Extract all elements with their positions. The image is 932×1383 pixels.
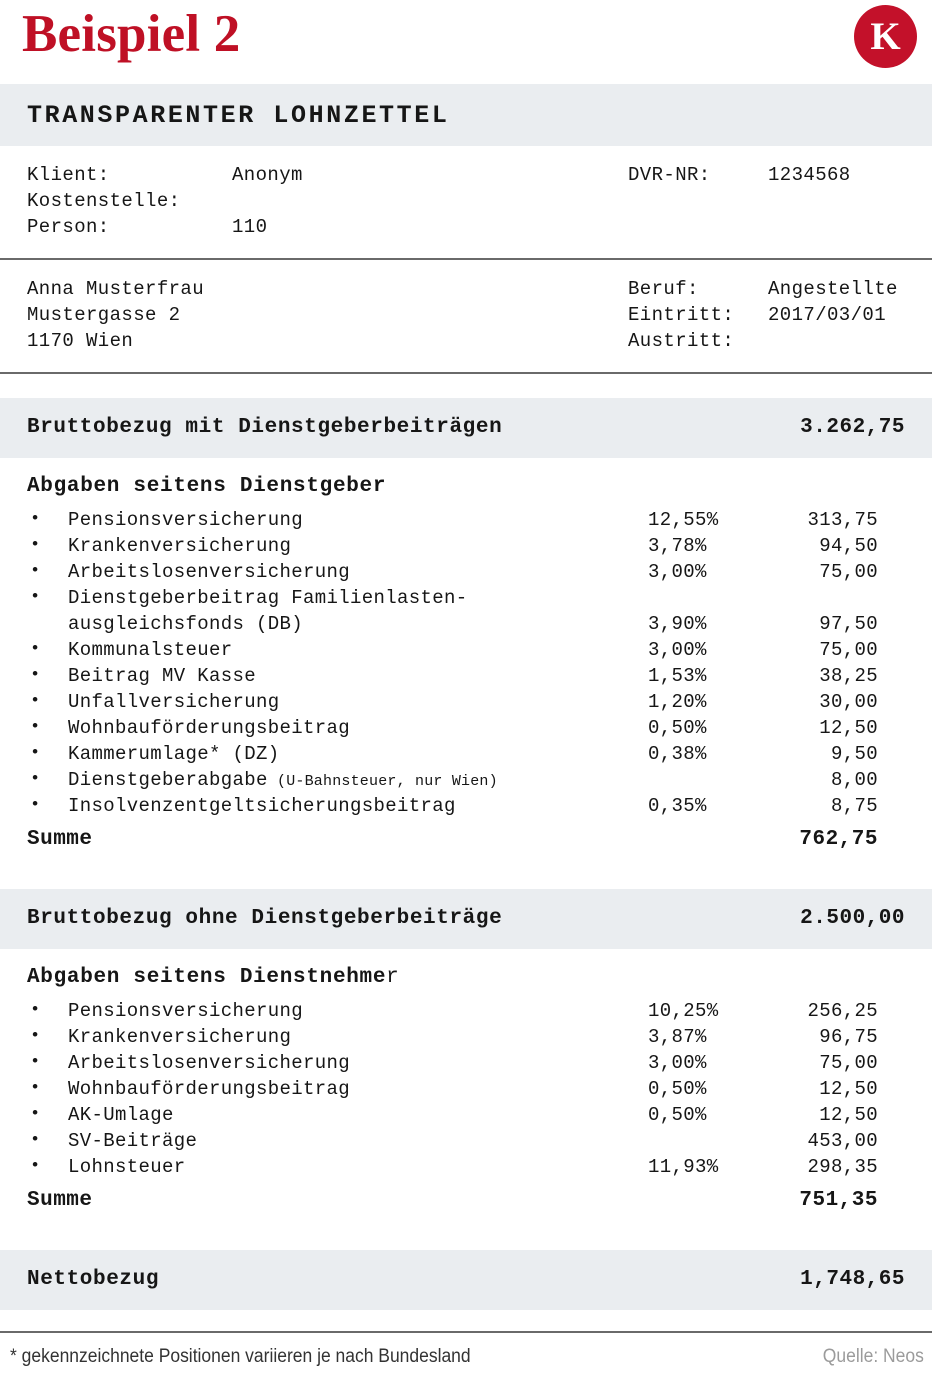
spacer xyxy=(0,374,932,398)
list-item xyxy=(0,1128,905,1154)
item-label-note: (U-Bahnsteuer, nur Wien) xyxy=(267,773,498,790)
item-amount: 94,50 xyxy=(819,535,878,557)
item-label xyxy=(68,767,498,795)
item-label: Krankenversicherung xyxy=(68,1026,292,1048)
employer-sum-label: Summe xyxy=(27,828,93,851)
item-amount: 313,75 xyxy=(807,509,878,531)
item-percent: 0,50% xyxy=(648,1078,707,1100)
item-label xyxy=(68,585,468,637)
gross-without-employer-value: 2.500,00 xyxy=(800,907,905,930)
spacer xyxy=(0,1220,932,1250)
employee-sum-amount: 751,35 xyxy=(799,1189,878,1212)
item-percent: 10,25% xyxy=(648,1000,719,1022)
employer-items-list xyxy=(0,507,932,859)
spacer xyxy=(0,859,932,889)
bullet-icon: • xyxy=(30,692,41,711)
bullet-icon: • xyxy=(30,562,41,581)
item-amount: 453,00 xyxy=(807,1130,878,1152)
kurier-logo-icon: K xyxy=(854,5,917,68)
beruf-value: Angestellte xyxy=(768,278,898,300)
item-amount: 298,35 xyxy=(807,1156,878,1178)
meta-row xyxy=(0,216,932,242)
item-percent: 3,00% xyxy=(648,639,707,661)
employee-sum-row xyxy=(0,1186,905,1220)
item-label-main: Dienstgeberabgabe xyxy=(68,769,268,791)
footer xyxy=(0,1331,932,1383)
item-label: Wohnbauförderungsbeitrag xyxy=(68,1078,351,1100)
item-percent: 0,50% xyxy=(648,1104,707,1126)
item-label: Insolvenzentgeltsicherungsbeitrag xyxy=(68,795,456,817)
employer-section-heading: Abgaben seitens Dienstgeber xyxy=(27,475,387,498)
item-amount: 75,00 xyxy=(819,561,878,583)
gross-without-employer-band xyxy=(0,889,932,949)
meta-row xyxy=(0,304,932,330)
item-amount: 97,50 xyxy=(819,613,878,635)
item-amount: 12,50 xyxy=(819,717,878,739)
net-pay-band xyxy=(0,1250,932,1310)
list-item xyxy=(0,715,905,741)
dvr-nr-label: DVR-NR: xyxy=(628,164,711,186)
bullet-icon: • xyxy=(30,666,41,685)
employee-section-heading-tail: r xyxy=(386,966,400,989)
item-percent: 3,78% xyxy=(648,535,707,557)
bullet-icon: • xyxy=(30,718,41,737)
item-amount: 96,75 xyxy=(819,1026,878,1048)
bullet-icon: • xyxy=(30,510,41,529)
item-label: Lohnsteuer xyxy=(68,1156,186,1178)
bullet-icon: • xyxy=(30,770,41,789)
bullet-icon: • xyxy=(30,1027,41,1046)
gross-with-employer-band xyxy=(0,398,932,458)
list-item xyxy=(0,767,905,793)
meta-row xyxy=(0,190,932,216)
list-item xyxy=(0,585,905,637)
item-amount: 12,50 xyxy=(819,1078,878,1100)
item-label: Krankenversicherung xyxy=(68,535,292,557)
eintritt-label: Eintritt: xyxy=(628,304,735,326)
list-item xyxy=(0,559,905,585)
employee-city: 1170 Wien xyxy=(27,330,134,352)
list-item xyxy=(0,637,905,663)
bullet-icon: • xyxy=(30,640,41,659)
list-item xyxy=(0,1102,905,1128)
masthead xyxy=(0,0,932,84)
item-percent: 3,87% xyxy=(648,1026,707,1048)
document-title: TRANSPARENTER LOHNZETTEL xyxy=(27,100,450,130)
item-label: AK-Umlage xyxy=(68,1104,174,1126)
net-pay-label: Nettobezug xyxy=(27,1268,160,1291)
item-label-line2: ausgleichsfonds (DB) xyxy=(68,613,304,635)
item-amount: 8,00 xyxy=(830,769,878,791)
item-percent: 0,35% xyxy=(648,795,707,817)
beruf-label: Beruf: xyxy=(628,278,699,300)
meta-row xyxy=(0,278,932,304)
bullet-icon: • xyxy=(30,1001,41,1020)
item-amount: 30,00 xyxy=(819,691,878,713)
item-label-line1: Dienstgeberbeitrag Familienlasten- xyxy=(68,587,468,609)
client-meta-block xyxy=(0,146,932,258)
item-percent: 11,93% xyxy=(648,1156,719,1178)
bullet-icon: • xyxy=(30,1131,41,1150)
gross-with-employer-value: 3.262,75 xyxy=(800,416,905,439)
list-item xyxy=(0,1076,905,1102)
item-label: Arbeitslosenversicherung xyxy=(68,1052,351,1074)
bullet-icon: • xyxy=(30,1105,41,1124)
meta-row xyxy=(0,164,932,190)
employee-name: Anna Musterfrau xyxy=(27,278,205,300)
item-percent: 3,00% xyxy=(648,1052,707,1074)
person-value: 110 xyxy=(232,216,268,238)
item-percent: 3,00% xyxy=(648,561,707,583)
austritt-label: Austritt: xyxy=(628,330,735,352)
item-label: SV-Beiträge xyxy=(68,1130,198,1152)
bullet-icon: • xyxy=(30,1053,41,1072)
list-item xyxy=(0,507,905,533)
gross-without-employer-label: Bruttobezug ohne Dienstgeberbeiträge xyxy=(27,907,503,930)
list-item xyxy=(0,689,905,715)
bullet-icon: • xyxy=(30,744,41,763)
employee-meta-block xyxy=(0,260,932,372)
list-item xyxy=(0,998,905,1024)
employer-sum-amount: 762,75 xyxy=(799,828,878,851)
bullet-icon: • xyxy=(30,588,41,607)
item-label: Pensionsversicherung xyxy=(68,509,304,531)
kostenstelle-label: Kostenstelle: xyxy=(27,190,181,212)
bullet-icon: • xyxy=(30,1157,41,1176)
item-label: Wohnbauförderungsbeitrag xyxy=(68,717,351,739)
item-label: Unfallversicherung xyxy=(68,691,280,713)
item-percent: 0,50% xyxy=(648,717,707,739)
bullet-icon: • xyxy=(30,536,41,555)
eintritt-value: 2017/03/01 xyxy=(768,304,887,326)
list-item xyxy=(0,741,905,767)
item-percent: 1,53% xyxy=(648,665,707,687)
list-item xyxy=(0,533,905,559)
net-pay-value: 1,748,65 xyxy=(800,1268,905,1291)
dvr-nr-value: 1234568 xyxy=(768,164,851,186)
item-percent: 12,55% xyxy=(648,509,719,531)
item-amount: 256,25 xyxy=(807,1000,878,1022)
footnote-text: * gekennzeichnete Positionen variieren je nach Bundesland xyxy=(10,1346,471,1367)
document-title-band xyxy=(0,84,932,146)
item-label: Arbeitslosenversicherung xyxy=(68,561,351,583)
item-amount: 9,50 xyxy=(830,743,878,765)
list-item xyxy=(0,793,905,819)
item-label: Kommunalsteuer xyxy=(68,639,233,661)
list-item xyxy=(0,1024,905,1050)
employee-street: Mustergasse 2 xyxy=(27,304,181,326)
bullet-icon: • xyxy=(30,796,41,815)
page-title: Beispiel 2 xyxy=(22,5,241,63)
item-percent: 0,38% xyxy=(648,743,707,765)
item-amount: 12,50 xyxy=(819,1104,878,1126)
gross-with-employer-label: Bruttobezug mit Dienstgeberbeiträgen xyxy=(27,416,503,439)
item-amount: 75,00 xyxy=(819,639,878,661)
employer-sum-row xyxy=(0,825,905,859)
employee-section-heading xyxy=(0,949,932,998)
list-item xyxy=(0,1050,905,1076)
item-percent: 1,20% xyxy=(648,691,707,713)
person-label: Person: xyxy=(27,216,110,238)
bullet-icon: • xyxy=(30,1079,41,1098)
item-amount: 8,75 xyxy=(830,795,878,817)
item-label: Beitrag MV Kasse xyxy=(68,665,257,687)
source-credit: Quelle: Neos xyxy=(822,1346,924,1367)
item-percent: 3,90% xyxy=(648,613,707,635)
item-label: Pensionsversicherung xyxy=(68,1000,304,1022)
list-item xyxy=(0,663,905,689)
meta-row xyxy=(0,330,932,356)
klient-value: Anonym xyxy=(232,164,303,186)
employee-section-heading-main: Abgaben seitens Dienstnehme xyxy=(27,966,387,989)
employee-items-list xyxy=(0,998,932,1220)
klient-label: Klient: xyxy=(27,164,110,186)
item-amount: 75,00 xyxy=(819,1052,878,1074)
item-amount: 38,25 xyxy=(819,665,878,687)
item-label: Kammerumlage* (DZ) xyxy=(68,743,280,765)
employee-sum-label: Summe xyxy=(27,1189,93,1212)
list-item xyxy=(0,1154,905,1180)
